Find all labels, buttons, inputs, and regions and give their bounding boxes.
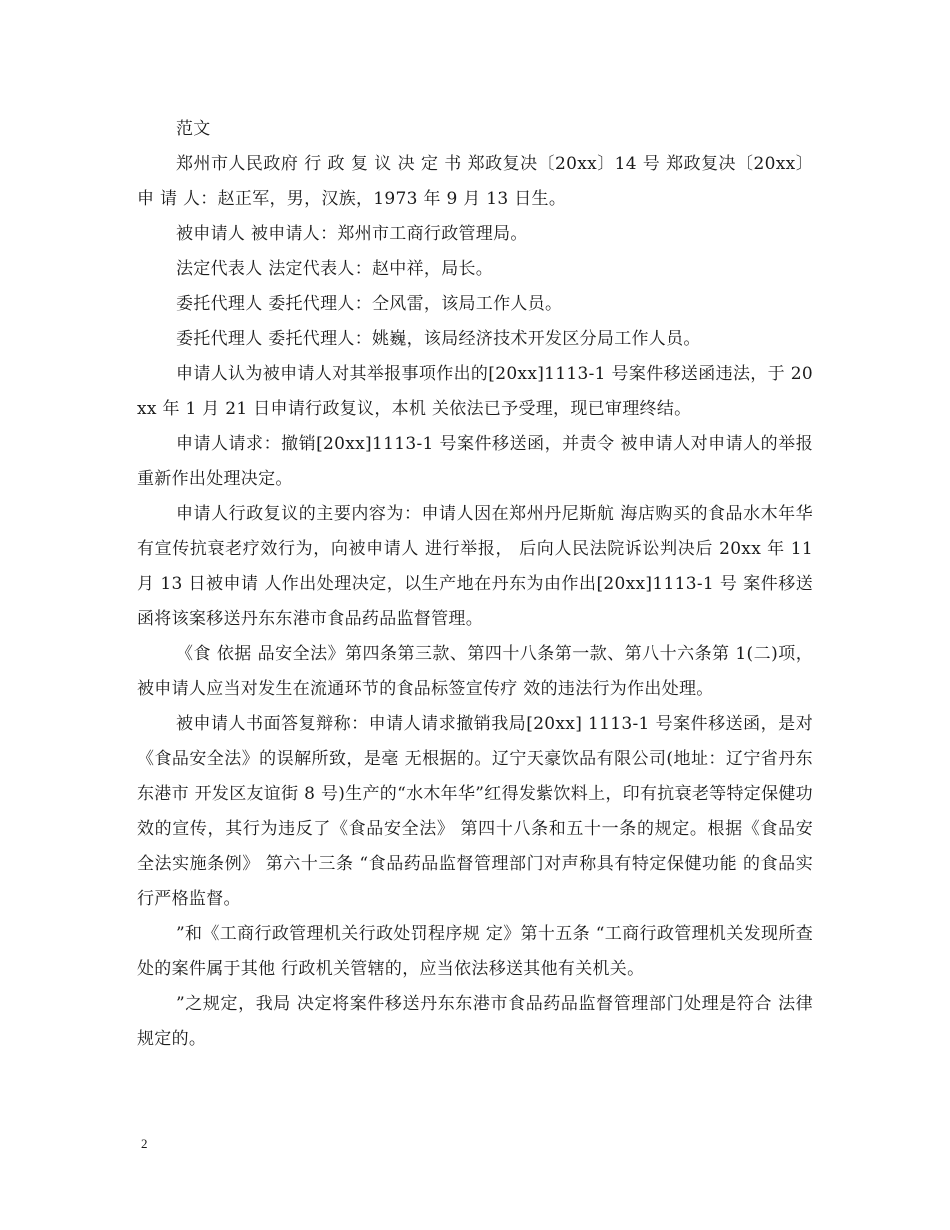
paragraph-legal-basis: 《食 依据 品安全法》第四条第三款、第四十八条第一款、第八十六条第 1(二)项，被申请人应当对发生在流通环节的食品标签宣传疗 效的违法行为作出处理。 (137, 644, 813, 699)
paragraph-agent-2: 委托代理人 委托代理人：姚巍，该局经济技术开发区分局工作人员。 (176, 329, 701, 349)
paragraph-conclusion: ”之规定，我局 决定将案件移送丹东东港市食品药品监督管理部门处理是符合 法律规定的。 (137, 994, 813, 1049)
paragraph-legal-representative: 法定代表人 法定代表人：赵中祥，局长。 (176, 259, 494, 279)
paragraph-main-content: 申请人行政复议的主要内容为：申请人因在郑州丹尼斯航 海店购买的食品水木年华有宣传抗衰老疗效行为，向被申请人 进行举报， 后向人民法院诉讼判决后 20xx 年 11 月 13 日被申请 人作出处理决定，以生产地在丹东为由作出[20xx]1113-1 号 案件移送函将该案移送丹东东港市食品药品监督管理。 (137, 504, 813, 629)
paragraph-title-applicant: 郑州市人民政府 行 政 复 议 决 定 书 郑政复决〔20xx〕14 号 郑政复决〔20xx〕 申 请 人：赵正军，男，汉族，1973 年 9 月 13 日生。 (137, 154, 813, 209)
page-number: 2 (141, 1136, 148, 1151)
paragraph-heading: 范文 (176, 119, 211, 139)
paragraph-procedure-rule: ”和《工商行政管理机关行政处罚程序规 定》第十五条 “工商行政管理机关发现所查处的案件属于其他 行政机关管辖的，应当依法移送其他有关机关。 (137, 924, 813, 979)
paragraph-agent-1: 委托代理人 委托代理人：仝风雷，该局工作人员。 (176, 294, 563, 314)
paragraph-reply: 被申请人书面答复辩称：申请人请求撤销我局[20xx] 1113-1 号案件移送函，是对《食品安全法》的误解所致，是毫 无根据的。辽宁天豪饮品有限公司(地址：辽宁省丹东东港市 开发区友谊街 8 号)生产的“水木年华”红得发紫饮料上，印有抗衰老等特定保健功效的宣传，其行为违反了《食品安全法》 第四十八条和五十一条的规定。根据《食品安全法实施条例》 第六十三条 “食品药品监督管理部门对声称具有特定保健功能 的食品实行严格监督。 (137, 714, 813, 909)
paragraph-claim: 申请人认为被申请人对其举报事项作出的[20xx]1113-1 号案件移送函违法，于 20xx 年 1 月 21 日申请行政复议，本机 关依法已予受理，现已审理终结。 (137, 364, 813, 419)
document-body (137, 112, 813, 1057)
paragraph-respondent: 被申请人 被申请人：郑州市工商行政管理局。 (176, 224, 528, 244)
paragraph-request: 申请人请求：撤销[20xx]1113-1 号案件移送函，并责令 被申请人对申请人的举报重新作出处理决定。 (137, 434, 813, 489)
